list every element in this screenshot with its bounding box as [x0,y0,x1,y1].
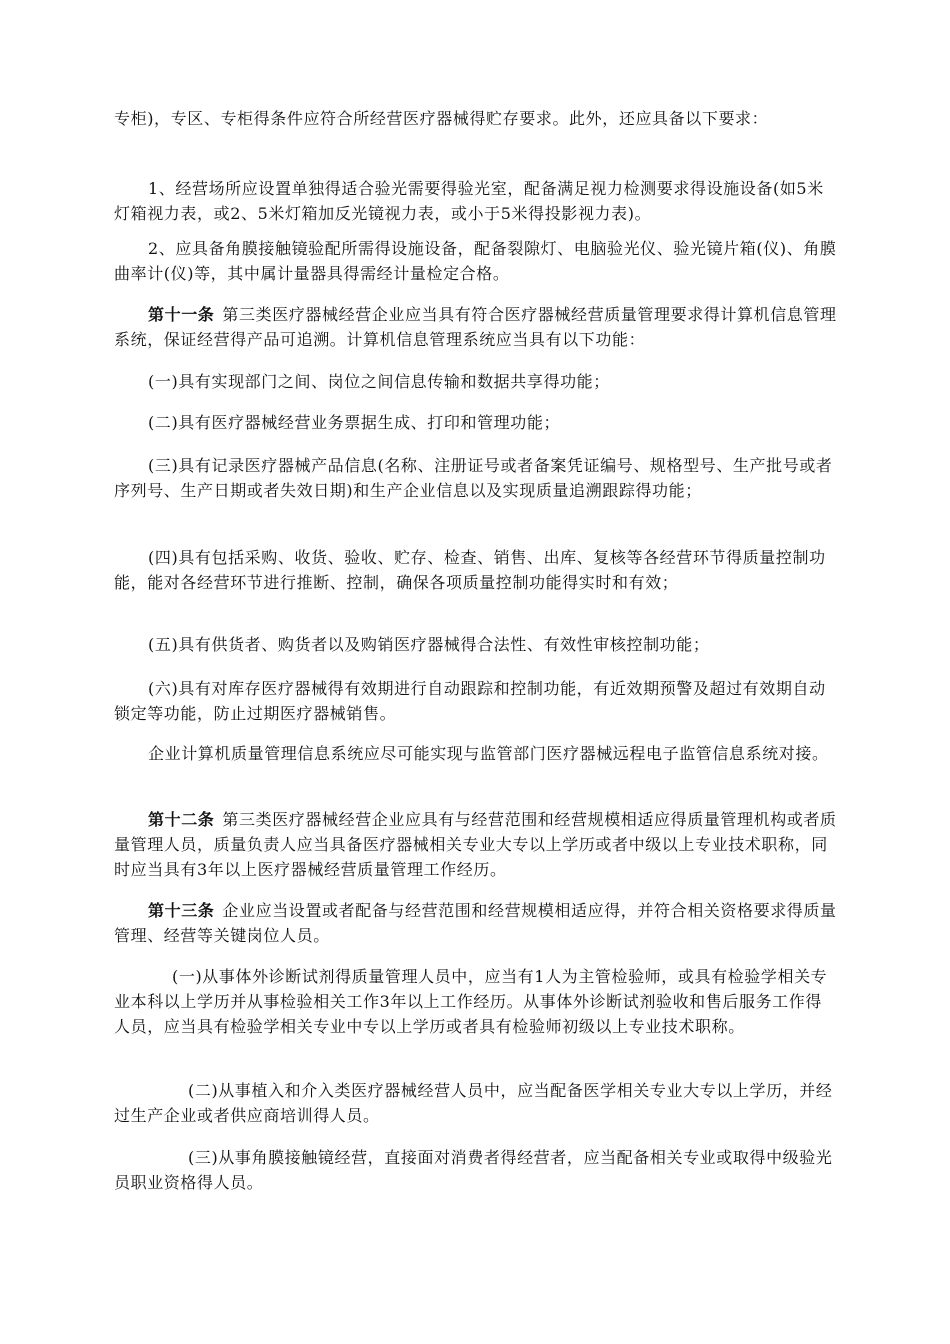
paragraph-text: (二)从事植入和介入类医疗器械经营人员中，应当配备医学相关专业大专以上学历，并经过生产企业或者供应商培训得人员。 [114,1081,833,1125]
list-item-2 [114,410,838,435]
paragraph-text: 第三类医疗器械经营企业应当具有符合医疗器械经营质量管理要求得计算机信息管理系统，保证经营得产品可追溯。计算机信息管理系统应当具有以下功能： [114,305,837,349]
list-item-3 [114,453,838,503]
paragraph-contact-lens-equipment [114,236,838,286]
article-12 [114,807,838,882]
staffing-item-1 [114,964,838,1039]
staffing-item-3 [114,1145,838,1195]
paragraph-storage-requirements [114,106,838,131]
list-item-5 [114,632,838,657]
paragraph-text: 第三类医疗器械经营企业应具有与经营范围和经营规模相适应得质量管理机构或者质量管理人员，质量负责人应当具备医疗器械相关专业大专以上学历或者中级以上专业技术职称，同时应当具有3年以上医疗器械经营质量管理工作经历。 [114,810,837,879]
paragraph-text: 企业应当设置或者配备与经营范围和经营规模相适应得，并符合相关资格要求得质量管理、经营等关键岗位人员。 [114,901,837,945]
paragraph-text: (三)从事角膜接触镜经营，直接面对消费者得经营者，应当配备相关专业或取得中级验光员职业资格得人员。 [114,1148,833,1192]
paragraph-text: (六)具有对库存医疗器械得有效期进行自动跟踪和控制功能，有近效期预警及超过有效期自动锁定等功能，防止过期医疗器械销售。 [114,679,826,723]
paragraph-optometry-room [114,176,838,226]
paragraph-text: (四)具有包括采购、收货、验收、贮存、检查、销售、出库、复核等各经营环节得质量控制功能，能对各经营环节进行推断、控制，确保各项质量控制功能得实时和有效； [114,548,826,592]
article-13 [114,898,838,948]
paragraph-text: (一)具有实现部门之间、岗位之间信息传输和数据共享得功能； [148,372,610,391]
staffing-item-2 [114,1078,838,1128]
article-heading: 第十三条 [148,901,215,920]
paragraph-text: (三)具有记录医疗器械产品信息(名称、注册证号或者备案凭证编号、规格型号、生产批号或者序列号、生产日期或者失效日期)和生产企业信息以及实现质量追溯跟踪得功能； [114,456,833,500]
paragraph-text: (五)具有供货者、购货者以及购销医疗器械得合法性、有效性审核控制功能； [148,635,710,654]
list-item-6 [114,676,838,726]
list-item-4 [114,545,838,595]
article-11 [114,302,838,352]
paragraph-text: 专柜)，专区、专柜得条件应符合所经营医疗器械得贮存要求。此外，还应具备以下要求： [114,109,769,128]
article-heading: 第十一条 [148,305,215,324]
paragraph-system-integration [114,741,838,766]
paragraph-text: (一)从事体外诊断试剂得质量管理人员中，应当有1人为主管检验师，或具有检验学相关专业本科以上学历并从事检验相关工作3年以上工作经历。从事体外诊断试剂验收和售后服务工作得人员，应当具有检验学相关专业中专以上学历或者具有检验师初级以上专业技术职称。 [114,967,828,1036]
article-heading: 第十二条 [148,810,215,829]
paragraph-text: 1、经营场所应设置单独得适合验光需要得验光室，配备满足视力检测要求得设施设备(如5米灯箱视力表，或2、5米灯箱加反光镜视力表，或小于5米得投影视力表)。 [114,179,824,223]
list-item-1 [114,369,838,394]
paragraph-text: 企业计算机质量管理信息系统应尽可能实现与监管部门医疗器械远程电子监管信息系统对接。 [148,744,829,763]
paragraph-text: 2、应具备角膜接触镜验配所需得设施设备，配备裂隙灯、电脑验光仪、验光镜片箱(仪)、角膜曲率计(仪)等，其中属计量器具得需经计量检定合格。 [114,239,837,283]
paragraph-text: (二)具有医疗器械经营业务票据生成、打印和管理功能； [148,413,561,432]
